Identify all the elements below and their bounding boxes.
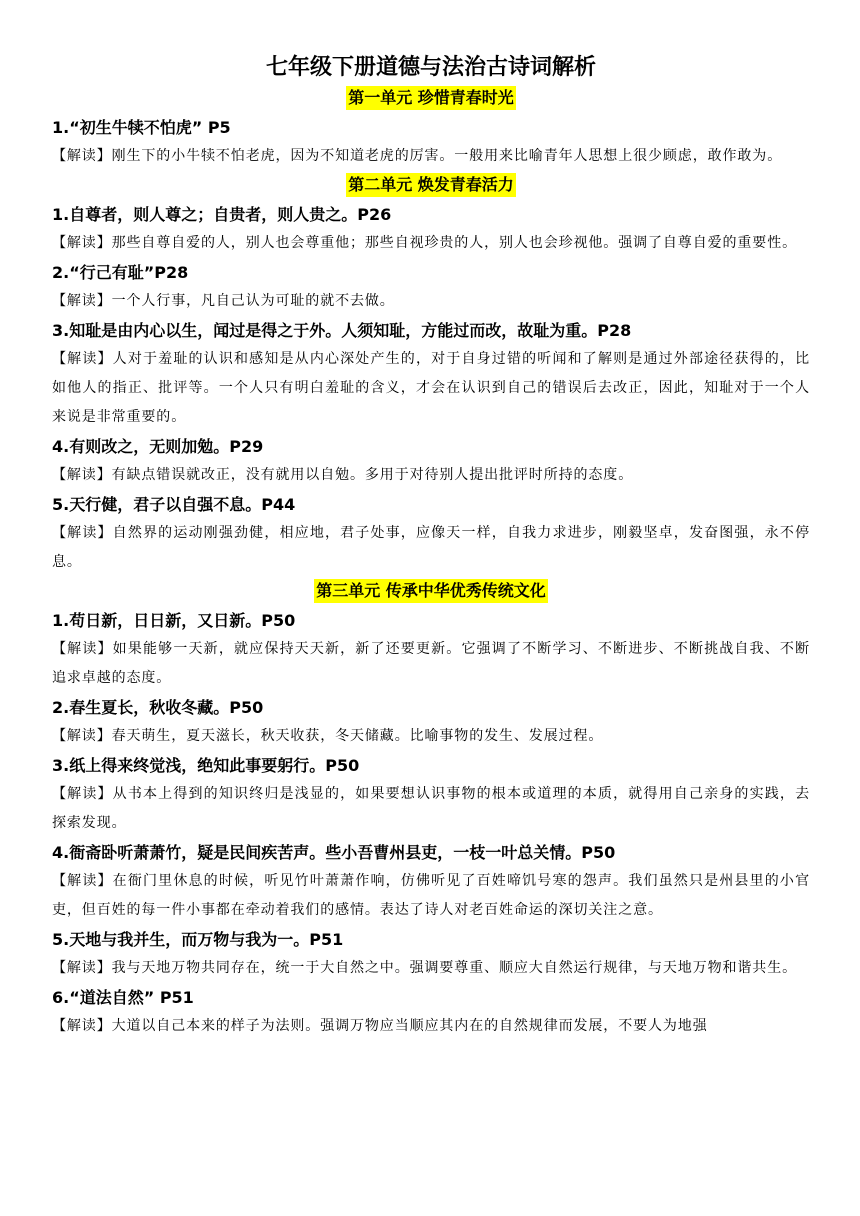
- list-item: [52, 925, 810, 983]
- unit-title-row: [52, 171, 810, 200]
- item-body: [52, 635, 810, 693]
- item-heading: 2.春生夏长，秋收冬藏。P50: [52, 698, 264, 717]
- interpretation-label: 【解读】: [52, 467, 112, 483]
- unit-title: 第二单元 焕发青春活力: [346, 173, 516, 197]
- interpretation-text: 从书本上得到的知识终归是浅显的，如果要想认识事物的根本或道理的本质，就得用自己亲身的实践，去探索发现。: [52, 786, 810, 831]
- list-item: [52, 983, 810, 1041]
- interpretation-label: 【解读】: [52, 786, 113, 802]
- interpretation-text: 如果能够一天新，就应保持天天新，新了还要更新。它强调了不断学习、不断进步、不断挑战自我、不断追求卓越的态度。: [52, 641, 810, 686]
- unit-title-row: [52, 577, 810, 606]
- list-item: [52, 838, 810, 925]
- interpretation-text: 大道以自己本来的样子为法则。强调万物应当顺应其内在的自然规律而发展，不要人为地强: [111, 1018, 708, 1034]
- interpretation-label: 【解读】: [52, 1018, 112, 1034]
- interpretation-label: 【解读】: [52, 960, 112, 976]
- interpretation-label: 【解读】: [52, 641, 113, 657]
- item-body: [52, 519, 810, 577]
- interpretation-label: 【解读】: [52, 148, 112, 164]
- list-item: [52, 490, 810, 577]
- list-item: [52, 113, 810, 171]
- document-page: [52, 52, 810, 1041]
- unit-title: 第三单元 传承中华优秀传统文化: [314, 579, 548, 603]
- list-item: [52, 200, 810, 258]
- item-heading: 2.“行己有耻”P28: [52, 263, 189, 282]
- item-body: [52, 867, 810, 925]
- list-item: [52, 432, 810, 490]
- item-body: [52, 345, 810, 432]
- interpretation-text: 自然界的运动刚强劲健，相应地，君子处事，应像天一样，自我力求进步，刚毅坚卓，发奋图强，永不停息。: [52, 525, 810, 570]
- interpretation-text: 人对于羞耻的认识和感知是从内心深处产生的，对于自身过错的听闻和了解则是通过外部途径获得的，比如他人的指正、批评等。一个人只有明白羞耻的含义，才会在认识到自己的错误后去改正，因此，知耻对于一个人来说是非常重要的。: [52, 351, 810, 425]
- item-heading: 1.自尊者，则人尊之；自贵者，则人贵之。P26: [52, 205, 392, 224]
- list-item: [52, 693, 810, 751]
- item-heading: 6.“道法自然” P51: [52, 988, 194, 1007]
- item-heading: 3.知耻是由内心以生，闻过是得之于外。人须知耻，方能过而改，故耻为重。P28: [52, 321, 632, 340]
- item-body: [52, 287, 810, 316]
- interpretation-label: 【解读】: [52, 728, 112, 744]
- item-heading: 3.纸上得来终觉浅，绝知此事要躬行。P50: [52, 756, 360, 775]
- interpretation-label: 【解读】: [52, 525, 113, 541]
- unit-section: [52, 171, 810, 577]
- unit-section: [52, 84, 810, 171]
- interpretation-text: 春天萌生，夏天滋长，秋天收获，冬天储藏。比喻事物的发生、发展过程。: [111, 728, 604, 744]
- item-body: [52, 722, 810, 751]
- interpretation-text: 有缺点错误就改正，没有就用以自勉。多用于对待别人提出批评时所持的态度。: [111, 467, 634, 483]
- item-body: [52, 461, 810, 490]
- interpretation-label: 【解读】: [52, 873, 113, 889]
- item-body: [52, 142, 810, 171]
- interpretation-text: 在衙门里休息的时候，听见竹叶萧萧作响，仿佛听见了百姓啼饥号寒的怨声。我们虽然只是州县里的小官吏，但百姓的每一件小事都在牵动着我们的感情。表达了诗人对老百姓命运的深切关注之意。: [52, 873, 810, 918]
- item-body: [52, 229, 810, 258]
- item-heading: 4.衙斋卧听萧萧竹，疑是民间疾苦声。些小吾曹州县吏，一枝一叶总关情。P50: [52, 843, 616, 862]
- interpretation-text: 那些自尊自爱的人，别人也会尊重他；那些自视珍贵的人，别人也会珍视他。强调了自尊自爱的重要性。: [111, 235, 798, 251]
- list-item: [52, 606, 810, 693]
- item-body: [52, 1012, 810, 1041]
- interpretation-label: 【解读】: [52, 351, 113, 367]
- unit-title: 第一单元 珍惜青春时光: [346, 86, 516, 110]
- item-body: [52, 780, 810, 838]
- item-heading: 1.“初生牛犊不怕虎” P5: [52, 118, 231, 137]
- list-item: [52, 258, 810, 316]
- list-item: [52, 316, 810, 432]
- document-title: 七年级下册道德与法治古诗词解析: [265, 55, 596, 80]
- interpretation-label: 【解读】: [52, 293, 112, 309]
- unit-title-row: [52, 84, 810, 113]
- interpretation-text: 我与天地万物共同存在，统一于大自然之中。强调要尊重、顺应大自然运行规律，与天地万物和谐共生。: [111, 960, 798, 976]
- item-heading: 4.有则改之，无则加勉。P29: [52, 437, 264, 456]
- item-heading: 1.苟日新，日日新，又日新。P50: [52, 611, 296, 630]
- unit-section: [52, 577, 810, 1041]
- interpretation-label: 【解读】: [52, 235, 112, 251]
- item-body: [52, 954, 810, 983]
- interpretation-text: 一个人行事，凡自己认为可耻的就不去做。: [111, 293, 395, 309]
- list-item: [52, 751, 810, 838]
- item-heading: 5.天行健，君子以自强不息。P44: [52, 495, 296, 514]
- interpretation-text: 刚生下的小牛犊不怕老虎，因为不知道老虎的厉害。一般用来比喻青年人思想上很少顾虑，敢作敢为。: [111, 148, 783, 164]
- item-heading: 5.天地与我并生，而万物与我为一。P51: [52, 930, 344, 949]
